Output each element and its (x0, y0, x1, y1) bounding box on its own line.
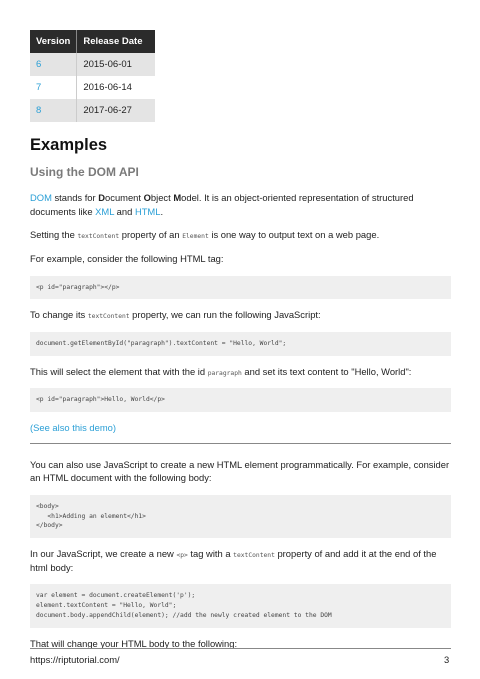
table-row (30, 76, 155, 99)
version-link[interactable]: 6 (30, 53, 77, 76)
result-intro-paragraph: That will change your HTML body to the following: (30, 637, 238, 649)
footer-divider (30, 648, 451, 649)
html-link[interactable]: HTML (134, 205, 161, 217)
text-span: property of and add it at the end of the html body: (30, 548, 437, 573)
code-block-js-set-text: document.getElementById("paragraph").textContent = "Hello, World"; (30, 332, 451, 356)
code-block-html-result: <p id="paragraph">Hello, World</p> (30, 388, 451, 412)
text-span: In our JavaScript, we create a new (30, 548, 177, 560)
text-span: . (160, 205, 164, 217)
inline-code: textContent (87, 313, 130, 321)
section-divider (30, 443, 451, 444)
release-date-cell: 2016-06-14 (77, 76, 156, 99)
dom-link[interactable]: DOM (30, 192, 52, 203)
text-span: ocument (105, 192, 144, 203)
text-span: To change its (30, 309, 88, 321)
change-textcontent-paragraph (30, 308, 451, 322)
dom-intro-paragraph (30, 191, 451, 218)
xml-link[interactable]: XML (95, 205, 115, 217)
text-span: and set its text content to "Hello, World": (241, 365, 412, 377)
code-block-html-body: <body> <h1>Adding an element</h1> </body> (30, 495, 451, 538)
demo-link[interactable]: (See also this demo) (30, 422, 116, 433)
section-title: Examples (30, 136, 108, 154)
version-column-header: Version (30, 30, 77, 53)
table-row (30, 53, 155, 76)
example-intro-paragraph: For example, consider the following HTML tag: (30, 252, 224, 264)
text-span: stands for (51, 192, 99, 203)
text-span: Setting the (30, 229, 78, 241)
textcontent-paragraph (30, 228, 451, 242)
text-span: is one way to output text on a web page. (208, 229, 380, 241)
code-block-html-tag: <p id="paragraph"></p> (30, 276, 451, 300)
page-number: 3 (444, 654, 450, 665)
inline-code: paragraph (207, 369, 242, 377)
text-span: property, we can run the following JavaScript: (129, 309, 321, 321)
text-span: This will select the element that with the id (30, 365, 208, 377)
subsection-title: Using the DOM API (30, 165, 139, 179)
inline-code: Element (182, 233, 209, 241)
inline-code: textContent (77, 233, 120, 241)
table-row (30, 99, 155, 122)
text-span: property of an (119, 229, 183, 241)
table-header-row (30, 30, 155, 53)
release-date-cell: 2015-06-01 (77, 53, 156, 76)
demo-paragraph (30, 421, 451, 435)
version-table (30, 30, 155, 122)
text-span: and (114, 205, 135, 217)
create-element-paragraph: You can also use JavaScript to create a new HTML element programmatically. For example, consider an HTML document with the following body: (30, 458, 450, 484)
text-span: tag with a (187, 548, 234, 560)
version-link[interactable]: 8 (30, 99, 77, 122)
release-date-cell: 2017-06-27 (77, 99, 156, 122)
bold-letter: D (98, 192, 106, 203)
javascript-create-paragraph (30, 547, 451, 574)
bold-letter: O (143, 192, 151, 203)
release-date-column-header: Release Date (77, 30, 156, 53)
page-content (30, 30, 451, 660)
inline-code: textContent (233, 552, 275, 560)
footer-url: https://riptutorial.com/ (30, 654, 120, 665)
inline-code: <p> (176, 552, 188, 560)
select-element-paragraph (30, 365, 451, 379)
code-block-js-append: var element = document.createElement('p'); element.textContent = "Hello, World"; document.body.appendChild(element); //add the newly created element to the DOM (30, 584, 451, 627)
text-span: odel. It is an object-oriented representation of structured documents like (30, 192, 414, 217)
bold-letter: M (173, 192, 182, 203)
version-link[interactable]: 7 (30, 76, 77, 99)
text-span: bject (150, 192, 174, 203)
